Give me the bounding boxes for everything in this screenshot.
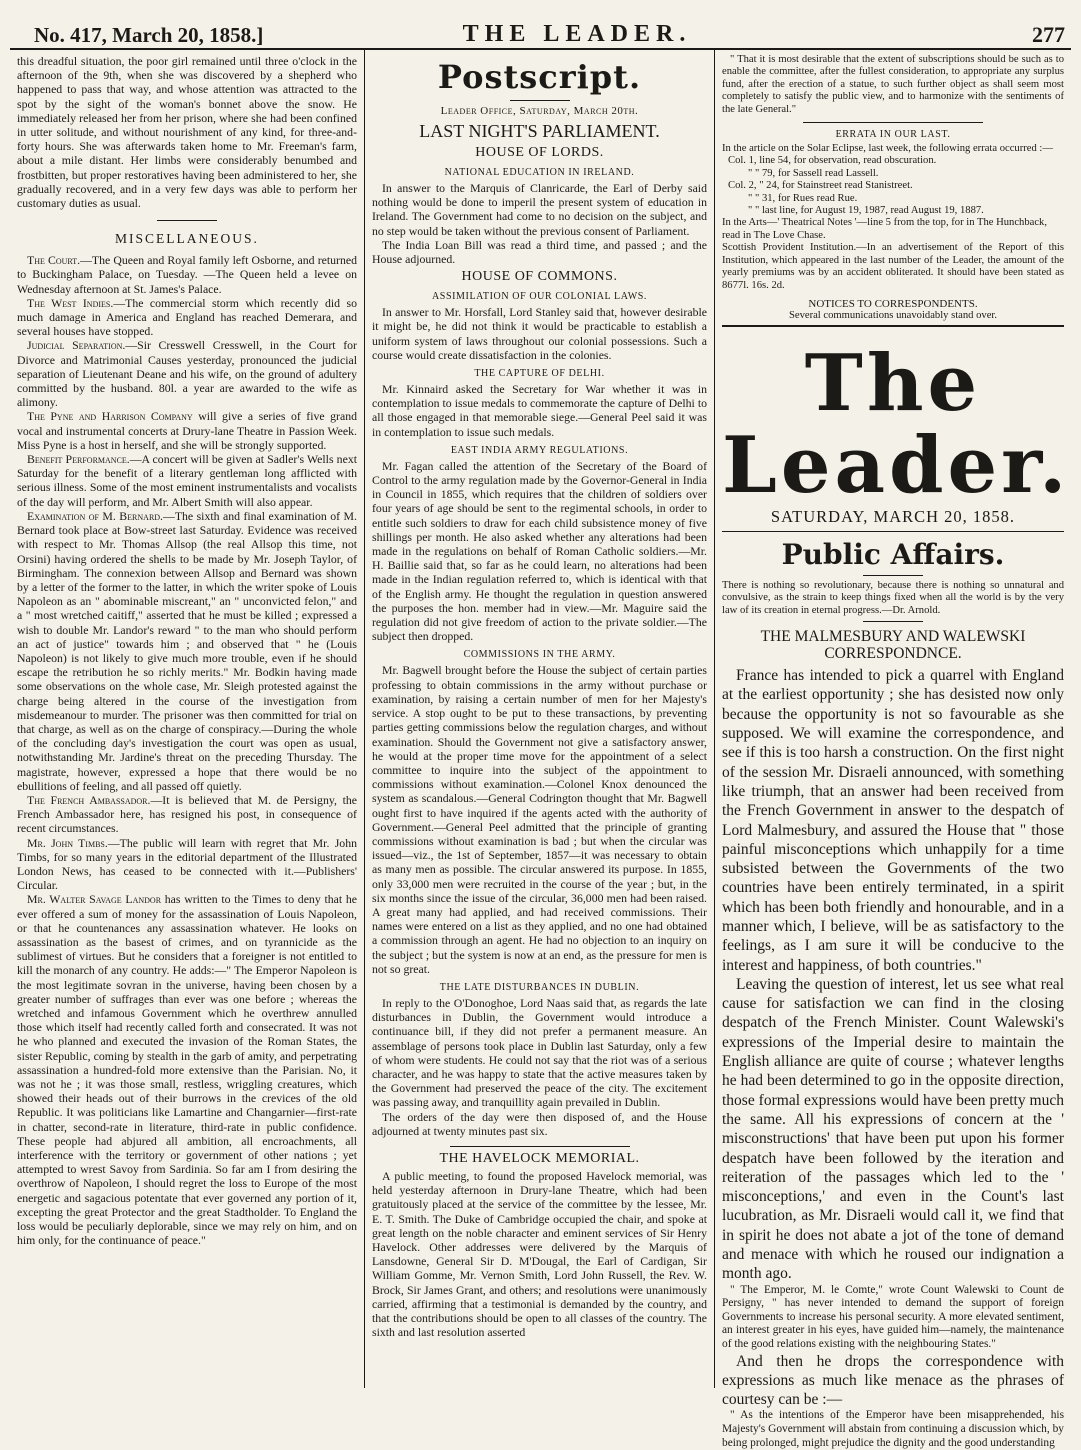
paragraph: The French Ambassador.—It is believed that M. de Persigny, the French Ambassador here, has resigned his post, in consequence of recent circumstances. [17,792,357,836]
erratum-line: Col. 2, " 24, for Stainstreet read Stanistreet. [728,180,913,192]
erratum-line: " " 31, for Rues read Rue. [748,192,858,204]
paragraph: Benefit Performance.—A concert will be given at Sadler's Wells next Saturday for the benefit of a literary gentleman long afflicted with serious illness. Some of the most eminent instrumentalists and vocalists of the day will perform, and Mr. Albert Smith will also appear. [17,452,357,509]
errata-more: In the Arts—' Theatrical Notes '—line 5 from the top, for in The Hunchback, read in The Love Chase. [722,217,1047,241]
paragraph: The India Loan Bill was read a third time, and passed ; and the House adjourned. [372,237,707,267]
column-left [10,50,365,1388]
issue-date: SATURDAY, MARCH 20, 1858. [770,506,1016,526]
paragraph: Judicial Separation.—Sir Cresswell Cresswell, in the Court for Divorce and Matrimonial Causes yesterday, pronounced the judicial separation of Lieutenant Deane and his wife, on the ground of adultery committed by the husband. 80l. a year are awarded to the wife as alimony. [17,338,357,410]
column-container [10,50,1071,1449]
lead-in: The West Indies. [27,295,114,310]
divider [722,531,1064,532]
topic-heading: THE LATE DISTURBANCES IN DUBLIN. [439,981,640,993]
paragraph: Mr. Bagwell brought before the House the subject of certain parties professing to obtain commissions in the army without purchase or examination, by raising a certain number of men for her Majesty's service. A stop ought to be put to these transactions, by preventing parties getting commissions below the regulation charges, and without examination. Should the Government not give a satisfactory answer, he would at the proper time move for the appointment of a select committee to inquire into the subject of the appointment to commissions without examination.—Colonel Knox denounced the system as scandalous.—General Codrington thought that Mr. Bagwell ought first to have inquired if the agents acted with the authority of Government.—General Peel admitted that the principle of granting commissions without examination is bad ; but when the circular was issued—viz., the 1st of September, 1857—it was necessary to obtain as many men as possible. The circular answered its purpose. In 1855, only 33,000 men were recruited in the course of the year ; but, in the six months since the issue of the circular, 36,000 men had been raised. A great many had applied, and had received commissions. Their names were entered on a list as they applied, and no one had obtained a commission through an agent. He had no objection to an inquiry on the subject ; but the system is now at an end, as the pressure for men is not so great. [372,663,707,976]
paragraph: A public meeting, to found the proposed Havelock memorial, was held yesterday afternoon in Drury-lane Theatre, which had been gratuitously placed at the service of the committee by the lessee, Mr. E. T. Smith. The Duke of Cambridge occupied the chair, and spoke at great length on the noble character and eminent services of Sir Henry Havelock. Other addresses were delivered by the Marquis of Lansdowne, General Sir D. M'Dougal, the Earl of Cardigan, Sir William Gomme, Mr. Vernon Smith, Lord John Russell, the Rev. W. Brock, Sir James Grant, and others; and resolutions were unanimously carried, affirming that a testimonial is demanded by the country, and that the contributions should be open to all classes of the country. The sixth and last resolution asserted [372,1168,707,1340]
section-heading: MISCELLANEOUS. [115,231,259,247]
topic-heading: EAST INDIA ARMY REGULATIONS. [450,444,629,456]
topic-heading: ASSIMILATION OF OUR COLONIAL LAWS. [431,291,648,303]
divider [863,575,923,576]
lead-in: The French Ambassador. [27,792,151,807]
paragraph: Mr. Kinnaird asked the Secretary for War whether it was in contemplation to issue medals to commemorate the capture of Delhi to all those engaged in that memorable siege.—General Peel said it was in contemplation to issue such medals. [372,382,707,439]
scottish-notice: Scottish Provident Institution.—In an advertisement of the Report of this Institution, which appeared in the last number of the Leader, the amount of the yearly premiums was by an accident obliterated. It should have been stated as 8677l. 16s. 2d. [722,242,1064,291]
lead-in: The Pyne and Harrison Company [27,409,193,424]
page-header [10,8,1071,50]
paragraph: Examination of M. Bernard.—The sixth and final examination of M. Bernard took place at Bow-street last Saturday. Evidence was received with respect to Mr. Thomas Allsop (the real Allsop this time, not Orsini) having ordered the shells to be made by Mr. Joseph Taylor, of Birmingham. The connexion between Allsop and Bernard was shown by a letter of the former to the latter, in which the writer spoke of Louis Napoleon as an " abominable miscreant," an " unconvicted felon," and a " most wretched caitiff," asserted that he must be killed ; expressed a wish to double Mr. Landor's reward " to the man who should perform an act of justice" towards him ; and observed that " he (Louis Napoleon) is not likely to give much more trouble, even if he should escape the retribution he so richly merits." Mr. Bodkin having made some observations on the whole case, Mr. Sleigh protested against the charge being altered in the course of the investigation from misdemeanour to murder. The prisoner was then committed for trial on that charge, as well as on the charge of conspiracy.—During the whole of the concluding day's investigation the court was open as usual, notwithstanding Mr. Jardine's threat on the preceding Thursday. The magistrate, however, expressed a hope that there would be no ebullitions of feeling, and all passed off quietly. [17,508,357,793]
dateline: Leader Office, Saturday, March 20th. [440,105,639,117]
paragraph: In reply to the O'Donoghoe, Lord Naas said that, as regards the late disturbances in Dublin, the Government would introduce a continuance bill, if they did not prefer a permanent measure. An assemblage of persons took place in Dublin last Saturday, only a few of whom were students. He could not say that the riot was of a serious character, and he was happy to state that the active measures taken by the Government had preserved the peace of the city. The excitement was passing away, and tranquillity again prevailed in Dublin. [372,995,707,1110]
paragraph: Mr. Walter Savage Landor has written to the Times to deny that he ever offered a sum of money for the assassination of Louis Napoleon, or that he countenances any assassination whatever. He looks on assassination as the basest of crimes, and on tyrannicide as the sublimest of virtues. But he considers that a foreigner is not entitled to kill the monarch of any country. He adds:—" The Emperor Napoleon is the most legitimate sovran in the universe, having been chosen by a greater number of suffrages than ever was one before ; whereas the wretched and infamous Government which he overthrew annulled those which itself had recently called forth and consecrated. It was not he who planned and executed the invasion of the Roman States, the sister Republic, coming by stealth in the garb of amity, and perpetrating assassination a hundred-fold more extensive than the Parisian. No, it was not he ; it was those small, restless, wriggling creatures, which showed their heads out of their burrows in the crevices of the old Republic. It was politicians like Lamartine and Changarnier—first-rate in chatter, second-rate in literature, third-rate in public confidence. These people had abjured all ambition, all encroachments, all interference with the territory or government of other nations ; yet attempted to wrest Savoy from Sardinia. So far am I from desiring the overthrow of Napoleon, I should regret the loss to Europe of the most energetic and sagacious potentate that ever governed any portion of it, excepting the great Protector and the great Stadtholder. To England the loss would be peculiarly deplorable, since we may rely on him, and on him only, for the continuance of peace." [17,892,357,1248]
leader-logo: The Leader. [722,337,1071,511]
paragraph: France has intended to pick a quarrel with England at the earliest opportunity ; she has desisted now only because the opportunity is not so favourable as she supposed. We will examine the correspondence, and see if this is too harsh a construction. On the first night of the session Mr. Disraeli announced, with something like triumph, that an answer had been received from the French Government in answer to the despatch of Lord Malmesbury, and assured the House that " those painful misconceptions which unhappily for a time subsisted between the Governments of the two countries have been entirely terminated, in a spirit which has been both friendly and honourable, and in a manner which, I believe, will be as satisfactory to the feelings, as I am sure it will be conducive to the interest and happiness, of both countries." [722,667,1064,974]
divider [863,621,923,622]
issue-number: No. 417, March 20, 1858.] [34,23,264,47]
paragraph: The Pyne and Harrison Company will give a series of five grand vocal and instrumental concerts at Drury-lane Theatre in Passion Week. Miss Pyne is a host in herself, and she will be strongly supported. [17,409,358,452]
page-number: 277 [1031,22,1065,47]
paragraph: And then he drops the correspondence with expressions as much like menace as the phrases of courtesy can be :— [722,1352,1064,1409]
erratum-line: Col. 1, line 54, for observation, read obscuration. [728,155,937,167]
resolution-quote: " That it is most desirable that the extent of subscriptions should be such as to enable the committee, after the fullest consideration, to appropriate any surplus fund, after the erection of a statue, to such further object as shall seem most completely to satisfy the public view, and to harmonize with the sentiments of the late General." [722,54,1064,115]
lead-in: The Court. [27,253,81,268]
topic-heading: COMMISSIONS IN THE ARMY. [463,649,616,661]
block-quote: " The Emperor, M. le Comte," wrote Count Walewski to Count de Persigny, " has never intended to demand the support of foreign Governments to increase his personal security. A more elevated sentiment, an interest greater in his eyes, have guided him—namely, the maintenance of the good relations existing with the neighbouring States." [722,1283,1064,1350]
newspaper-title: THE LEADER. [462,21,692,47]
section-heading: Public Affairs. [781,537,1005,571]
paragraph: The Court.—The Queen and Royal family left Osborne, and returned to Buckingham Palace, on Tuesday. —The Queen held a levee on Wednesday afternoon at St. James's Palace. [17,253,357,296]
section-heading: THE HAVELOCK MEMORIAL. [439,1150,640,1166]
topic-heading: THE CAPTURE OF DELHI. [474,368,605,380]
paragraph: Mr. John Timbs.—The public will learn with regret that Mr. John Timbs, for so many years in the editorial department of the Illustrated London News, has ceased to be connected with it.—Publishers' Circular. [17,835,357,893]
divider [803,122,983,123]
lead-in: Examination of M. Bernard. [27,508,164,523]
paragraph: The West Indies.—The commercial storm which recently did so much damage in America and England has reached Demerara, and several houses have stopped. [17,295,357,339]
divider [722,325,1064,327]
subsection-heading: HOUSE OF LORDS. [475,145,604,160]
erratum-line: " " last line, for August 19, 1987, read August 19, 1887. [748,205,984,217]
errata-intro: In the article on the Solar Eclipse, last week, the following errata occurred :— [722,143,1053,155]
notices-heading: NOTICES TO CORRESPONDENTS. [808,297,978,310]
column-right [715,50,1071,1449]
erratum-line: " " 79, for Sassell read Lassell. [748,167,879,179]
divider [510,100,570,101]
section-heading: LAST NIGHT'S PARLIAMENT. [419,121,660,141]
lead-in: Mr. John Timbs. [27,835,108,850]
lead-in: Mr. Walter Savage Landor [27,892,162,907]
divider [157,220,217,221]
notices-text: Several communications unavoidably stand over. [788,309,997,321]
article-continuation: this dreadful situation, the poor girl remained until three o'clock in the afternoon of the 9th, when she was discovered by a shepherd who happened to pass that way, and whose attention was attracted to the spot by the sight of the woman's bonnet above the snow. He immediately released her from her prison, where she had been confined in utter solitude, and without nourishment of any kind, for three-and-forty hours. She was afterwards taken home to Mr. Freeman's farm, about a mile distant. Her limbs were considerably benumbed and frostbitten, but proper restoratives having been administered to her, she gradually recovered, and in a very few days was able to perform her customary duties as usual. [17,54,357,211]
topic-heading: NATIONAL EDUCATION IN IRELAND. [444,167,635,178]
paragraph: In answer to the Marquis of Clanricarde, the Earl of Derby said nothing would be done to imperil the present system of education in Ireland. The Government had come to no decision on the subject, and no step would be taken without the previous consent of Parliament. [372,181,707,238]
column-middle [365,50,715,1388]
errata-heading: ERRATA IN OUR LAST. [835,129,951,141]
block-quote: " As the intentions of the Emperor have been misapprehended, his Majesty's Government will abstain from continuing a discussion which, by being prolonged, might prejudice the dignity and the good understanding [722,1409,1064,1449]
lead-in: Judicial Separation. [27,338,126,353]
paragraph: The orders of the day were then disposed of, and the House adjourned at twenty minutes past six. [372,1109,707,1138]
article-title: THE MALMESBURY AND WALEWSKI CORRESPONDNCE. [760,628,1026,663]
subsection-heading: HOUSE OF COMMONS. [461,269,618,285]
paragraph: In answer to Mr. Horsfall, Lord Stanley said that, however desirable it might be, he did not think it would be practicable to establish a uniform system of laws throughout our colonial possessions. Such a course would create dissatisfaction in the colonies. [372,305,707,362]
motto: There is nothing so revolutionary, because there is nothing so unnatural and convulsive, as the strain to keep things fixed when all the world is by the very law of its creation in eternal progress.—Dr. Arnold. [722,579,1064,616]
lead-in: Benefit Performance. [27,452,130,467]
divider [450,1146,630,1147]
paragraph: Leaving the question of interest, let us see what real cause for satisfaction we can find in the closing despatch of the French Minister. Count Walewski's expressions of the Imperial desire to maintain the English alliance are quite of course ; whatever lengths he had been determined to go in the opposite direction, those formal expressions would have been pretty much the same. All his expressions of concern at the ' misconstructions' that have been put upon his former despatch have been followed by the iteration and reiteration of the passages which led to the ' misconceptions,' and even in the Count's last lucubration, as Mr. Disraeli would call it, we find that in spirit he does not abate a jot of the tone of demand and menace with which he roused our indignation a month ago. [722,975,1064,1283]
postscript-heading: Postscript. [437,58,642,96]
paragraph: Mr. Fagan called the attention of the Secretary of the Board of Control to the army regulation made by the Governor-General in India in Council in 1855, which requires that the children of soldiers over four years of age should be sent to the regimental schools, in order to entitle such soldiers to draw for each child subsistence money of five shillings per month. He also asked whether any alterations had been made in the regulations on behalf of Roman Catholic soldiers.—Mr. H. Baillie said that, so far as he could learn, no alterations had been made in the Indian regulation referred to, which is identical with that of the English army. He thought the regulation in question answered the purposes the hon. member had in view.—Mr. Maguire said the regulation did not give freedom of action to the private soldier.—The subject then dropped. [372,458,707,644]
